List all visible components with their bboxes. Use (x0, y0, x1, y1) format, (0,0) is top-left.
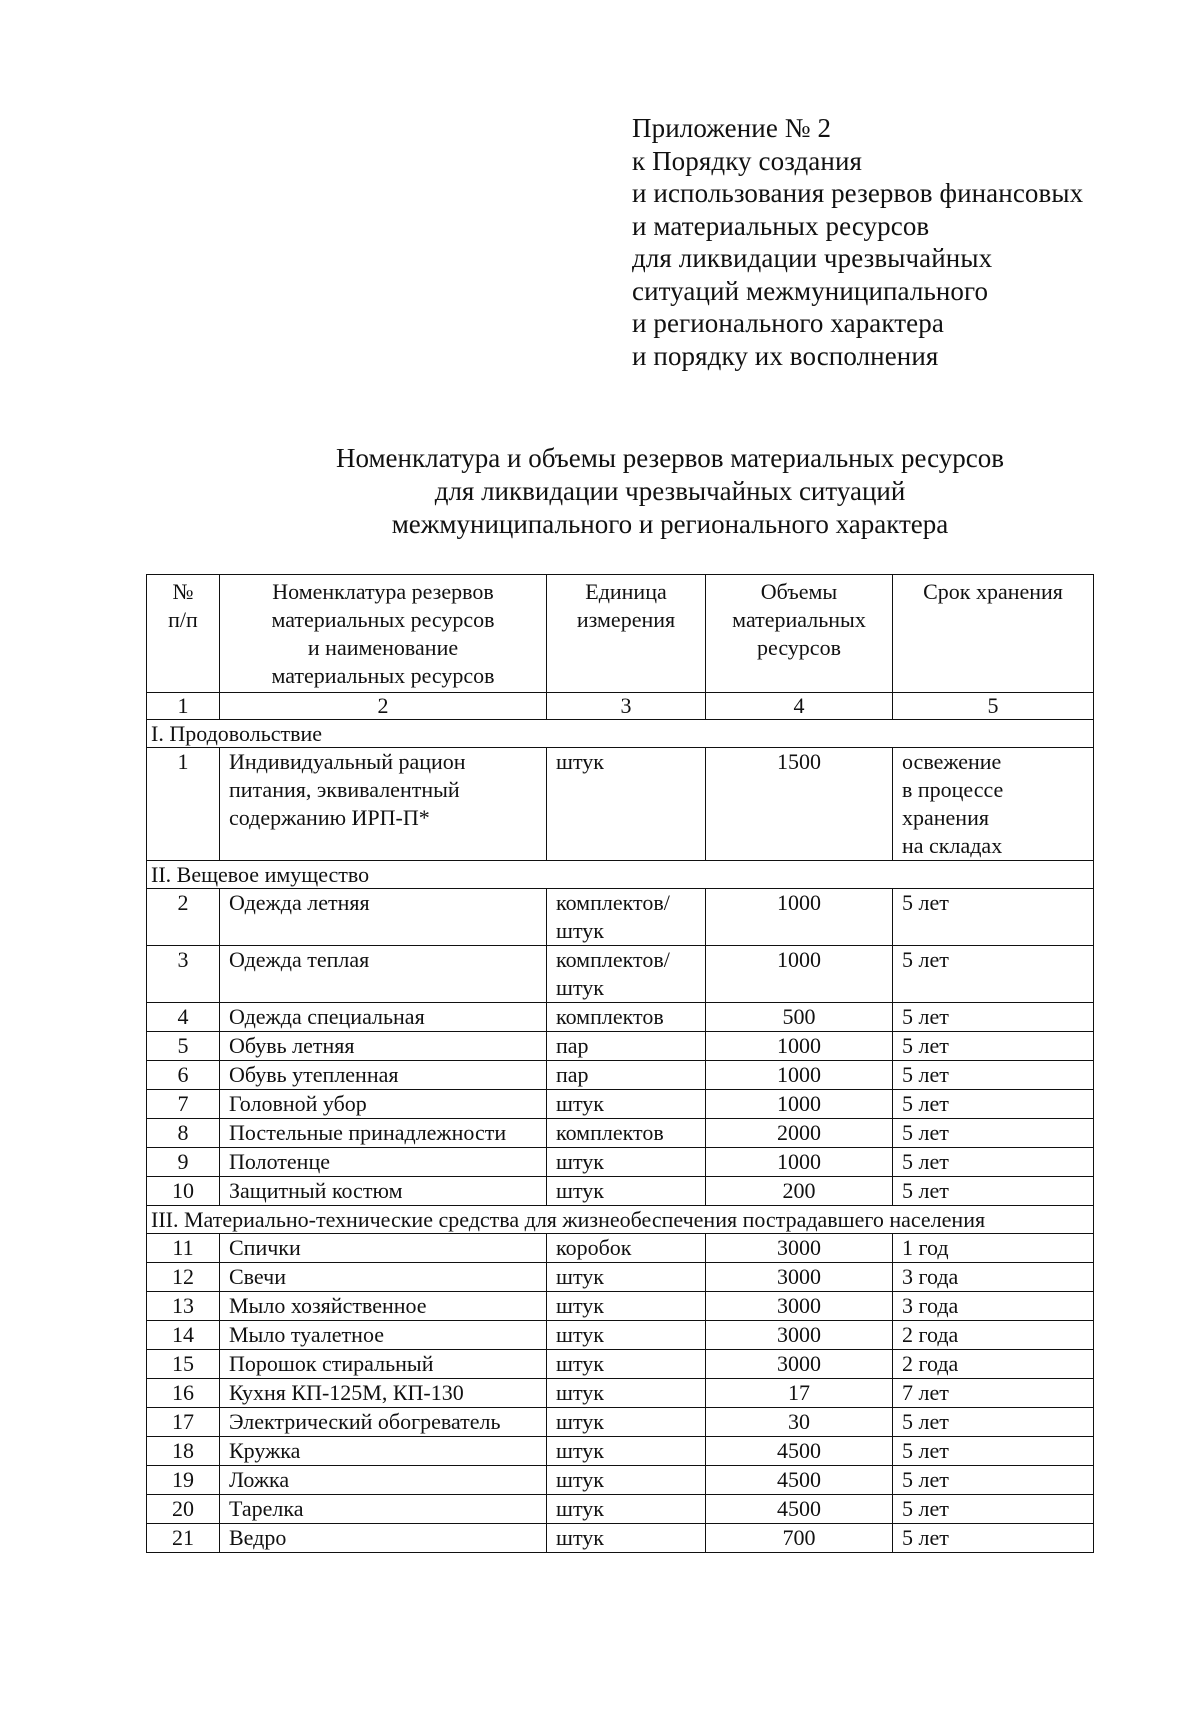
row-volume: 17 (706, 1379, 893, 1408)
column-number: 5 (893, 693, 1094, 720)
row-name: Порошок стиральный (220, 1350, 547, 1379)
row-name: Индивидуальный рацион питания, эквивалентный содержанию ИРП-П* (220, 748, 547, 861)
row-volume: 1000 (706, 1148, 893, 1177)
appendix-line: для ликвидации чрезвычайных (632, 243, 993, 273)
table-body (147, 720, 1094, 1553)
row-unit: штук (547, 1524, 706, 1553)
row-unit: штук (547, 1466, 706, 1495)
header-nomenclature: Номенклатура резервов материальных ресурсов и наименование материальных ресурсов (220, 575, 547, 693)
row-unit: штук (547, 1408, 706, 1437)
row-unit: комплектов/ штук (547, 889, 706, 946)
row-unit: комплектов/ штук (547, 946, 706, 1003)
row-term: 2 года (893, 1350, 1094, 1379)
table-row (147, 1177, 1094, 1206)
row-term: 5 лет (893, 1003, 1094, 1032)
row-name: Одежда теплая (220, 946, 547, 1003)
row-unit: штук (547, 1148, 706, 1177)
row-term: 7 лет (893, 1379, 1094, 1408)
row-unit: штук (547, 1379, 706, 1408)
table-row (147, 1408, 1094, 1437)
table-row (147, 946, 1094, 1003)
row-number: 15 (147, 1350, 220, 1379)
row-number: 19 (147, 1466, 220, 1495)
row-number: 8 (147, 1119, 220, 1148)
row-number: 17 (147, 1408, 220, 1437)
row-name: Ложка (220, 1466, 547, 1495)
row-name: Тарелка (220, 1495, 547, 1524)
table-row (147, 1090, 1094, 1119)
row-name: Электрический обогреватель (220, 1408, 547, 1437)
row-number: 10 (147, 1177, 220, 1206)
row-volume: 4500 (706, 1437, 893, 1466)
column-number-row (147, 693, 1094, 720)
row-unit: штук (547, 1350, 706, 1379)
table-row (147, 1524, 1094, 1553)
row-name: Мыло туалетное (220, 1321, 547, 1350)
row-number: 21 (147, 1524, 220, 1553)
row-unit: штук (547, 1495, 706, 1524)
row-number: 11 (147, 1234, 220, 1263)
appendix-line: ситуаций межмуниципального (632, 275, 989, 306)
row-term: 5 лет (893, 1437, 1094, 1466)
section-title: III. Материально-технические средства для жизнеобеспечения пострадавшего населения (147, 1206, 1094, 1234)
row-term: 5 лет (893, 889, 1094, 946)
column-number: 4 (706, 693, 893, 720)
table-row (147, 1350, 1094, 1379)
header-term: Срок хранения (893, 575, 1094, 693)
row-term: 3 года (893, 1292, 1094, 1321)
row-volume: 30 (706, 1408, 893, 1437)
appendix-line: и использования резервов финансовых (632, 178, 1084, 208)
row-name: Постельные принадлежности (220, 1119, 547, 1148)
table-row (147, 1263, 1094, 1292)
appendix-line: и регионального характера (632, 308, 944, 338)
row-name: Полотенце (220, 1148, 547, 1177)
appendix-line: Приложение № 2 (632, 113, 832, 143)
column-number: 1 (147, 693, 220, 720)
table-row (147, 1061, 1094, 1090)
row-term: 2 года (893, 1321, 1094, 1350)
row-term: 5 лет (893, 1524, 1094, 1553)
row-name: Одежда летняя (220, 889, 547, 946)
table-row (147, 1437, 1094, 1466)
row-name: Мыло хозяйственное (220, 1292, 547, 1321)
title-line: межмуниципального и регионального характера (391, 509, 949, 539)
row-unit: штук (547, 1263, 706, 1292)
row-number: 12 (147, 1263, 220, 1292)
row-unit: комплектов (547, 1003, 706, 1032)
row-name: Защитный костюм (220, 1177, 547, 1206)
row-number: 9 (147, 1148, 220, 1177)
row-number: 4 (147, 1003, 220, 1032)
row-volume: 1500 (706, 748, 893, 861)
row-volume: 700 (706, 1524, 893, 1553)
row-volume: 4500 (706, 1466, 893, 1495)
title-line: для ликвидации чрезвычайных ситуаций (434, 476, 906, 506)
section-row (147, 861, 1094, 889)
row-unit: штук (547, 1177, 706, 1206)
table-row (147, 1234, 1094, 1263)
row-term: 5 лет (893, 1177, 1094, 1206)
row-number: 13 (147, 1292, 220, 1321)
row-name: Спички (220, 1234, 547, 1263)
header-unit: Единица измерения (547, 575, 706, 693)
row-name: Обувь утепленная (220, 1061, 547, 1090)
table-row (147, 1032, 1094, 1061)
row-number: 6 (147, 1061, 220, 1090)
row-unit: штук (547, 1292, 706, 1321)
row-volume: 1000 (706, 1061, 893, 1090)
row-volume: 1000 (706, 1090, 893, 1119)
row-term: 5 лет (893, 946, 1094, 1003)
table-row (147, 1321, 1094, 1350)
row-number: 5 (147, 1032, 220, 1061)
row-term: 5 лет (893, 1466, 1094, 1495)
row-volume: 2000 (706, 1119, 893, 1148)
row-term: 3 года (893, 1263, 1094, 1292)
row-volume: 1000 (706, 946, 893, 1003)
table-row (147, 1148, 1094, 1177)
section-row (147, 1206, 1094, 1234)
row-unit: штук (547, 1321, 706, 1350)
table-row (147, 1119, 1094, 1148)
row-number: 18 (147, 1437, 220, 1466)
row-volume: 1000 (706, 889, 893, 946)
row-unit: штук (547, 1090, 706, 1119)
section-row (147, 720, 1094, 748)
table-row (147, 748, 1094, 861)
column-number: 2 (220, 693, 547, 720)
row-unit: комплектов (547, 1119, 706, 1148)
row-name: Обувь летняя (220, 1032, 547, 1061)
row-volume: 3000 (706, 1263, 893, 1292)
header-volume: Объемы материальных ресурсов (706, 575, 893, 693)
appendix-block (632, 112, 1083, 372)
row-term: 5 лет (893, 1408, 1094, 1437)
row-unit: пар (547, 1061, 706, 1090)
row-volume: 4500 (706, 1495, 893, 1524)
row-volume: 1000 (706, 1032, 893, 1061)
row-term: 1 год (893, 1234, 1094, 1263)
row-number: 16 (147, 1379, 220, 1408)
row-number: 3 (147, 946, 220, 1003)
row-volume: 3000 (706, 1321, 893, 1350)
row-number: 7 (147, 1090, 220, 1119)
header-num: № п/п (147, 575, 220, 693)
row-term: 5 лет (893, 1119, 1094, 1148)
appendix-line: и материальных ресурсов (632, 210, 930, 241)
row-volume: 3000 (706, 1234, 893, 1263)
row-volume: 500 (706, 1003, 893, 1032)
table-row (147, 1495, 1094, 1524)
table-row (147, 1466, 1094, 1495)
row-unit: коробок (547, 1234, 706, 1263)
row-volume: 3000 (706, 1350, 893, 1379)
row-name: Кухня КП-125М, КП-130 (220, 1379, 547, 1408)
appendix-line: и порядку их восполнения (632, 340, 939, 371)
row-term: 5 лет (893, 1061, 1094, 1090)
row-number: 2 (147, 889, 220, 946)
row-name: Кружка (220, 1437, 547, 1466)
table-row (147, 1003, 1094, 1032)
table-row (147, 1292, 1094, 1321)
row-term: 5 лет (893, 1495, 1094, 1524)
section-title: II. Вещевое имущество (147, 861, 1094, 889)
row-name: Свечи (220, 1263, 547, 1292)
row-number: 20 (147, 1495, 220, 1524)
table-row (147, 1379, 1094, 1408)
table-row (147, 889, 1094, 946)
row-unit: пар (547, 1032, 706, 1061)
row-name: Головной убор (220, 1090, 547, 1119)
row-number: 1 (147, 748, 220, 861)
section-title: I. Продовольствие (147, 720, 1094, 748)
header-row (147, 575, 1094, 693)
row-name: Ведро (220, 1524, 547, 1553)
table-header (147, 575, 1094, 720)
row-unit: штук (547, 1437, 706, 1466)
row-number: 14 (147, 1321, 220, 1350)
title-line: Номенклатура и объемы резервов материальных ресурсов (335, 443, 1005, 473)
appendix-line: к Порядку создания (632, 145, 863, 176)
row-term: освежение в процессе хранения на складах (893, 748, 1094, 861)
row-name: Одежда специальная (220, 1003, 547, 1032)
document-title (0, 442, 1200, 541)
column-number: 3 (547, 693, 706, 720)
resources-table (146, 574, 1094, 1553)
row-unit: штук (547, 748, 706, 861)
row-term: 5 лет (893, 1148, 1094, 1177)
row-term: 5 лет (893, 1032, 1094, 1061)
row-volume: 200 (706, 1177, 893, 1206)
row-term: 5 лет (893, 1090, 1094, 1119)
row-volume: 3000 (706, 1292, 893, 1321)
